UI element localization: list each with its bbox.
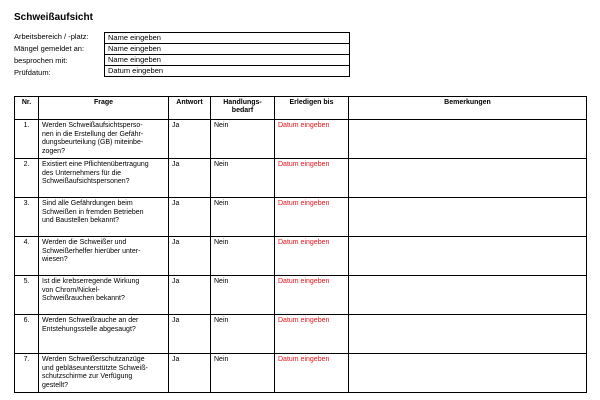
row-due-date[interactable]: Datum eingeben xyxy=(275,237,349,276)
row-question: Werden Schweißaufsichtsperso- nen in die Erstellung der Gefähr- dungsbeurteilung (GB) miteinbe- zogen? xyxy=(39,120,169,159)
row-due-date[interactable]: Datum eingeben xyxy=(275,159,349,198)
row-nr: 1. xyxy=(15,120,39,159)
meta-fields-table xyxy=(104,32,350,77)
arbeitsbereich-field[interactable]: Name eingeben xyxy=(105,33,350,44)
row-remarks[interactable] xyxy=(349,276,587,315)
row-remarks[interactable] xyxy=(349,237,587,276)
row-nr: 2. xyxy=(15,159,39,198)
header-handlungsbedarf: Handlungs- bedarf xyxy=(211,97,275,120)
meta-label-maengel: Mängel gemeldet an: xyxy=(14,44,85,53)
row-remarks[interactable] xyxy=(349,354,587,393)
row-nr: 5. xyxy=(15,276,39,315)
row-handlungsbedarf[interactable]: Nein xyxy=(211,159,275,198)
row-question: Werden Schweißrauche an der Entstehungsstelle abgesaugt? xyxy=(39,315,169,354)
row-answer[interactable]: Ja xyxy=(169,237,211,276)
row-due-date[interactable]: Datum eingeben xyxy=(275,276,349,315)
row-answer[interactable]: Ja xyxy=(169,276,211,315)
row-question: Existiert eine Pflichtenübertragung des Unternehmers für die Schweißaufsichtspersonen? xyxy=(39,159,169,198)
row-due-date[interactable]: Datum eingeben xyxy=(275,120,349,159)
table-row xyxy=(15,354,587,393)
table-row xyxy=(15,120,587,159)
row-nr: 3. xyxy=(15,198,39,237)
row-nr: 7. xyxy=(15,354,39,393)
pruefdatum-field[interactable]: Datum eingeben xyxy=(105,66,350,77)
row-nr: 6. xyxy=(15,315,39,354)
row-answer[interactable]: Ja xyxy=(169,198,211,237)
table-row xyxy=(15,315,587,354)
header-nr: Nr. xyxy=(15,97,39,120)
maengel-field[interactable]: Name eingeben xyxy=(105,44,350,55)
besprochen-field[interactable]: Name eingeben xyxy=(105,55,350,66)
row-remarks[interactable] xyxy=(349,198,587,237)
row-question: Ist die krebserregende Wirkung von Chrom/Nickel- Schweißrauchen bekannt? xyxy=(39,276,169,315)
row-question: Sind alle Gefährdungen beim Schweißen in fremden Betrieben und Baustellen bekannt? xyxy=(39,198,169,237)
table-row xyxy=(15,159,587,198)
row-handlungsbedarf[interactable]: Nein xyxy=(211,354,275,393)
header-frage: Frage xyxy=(39,97,169,120)
table-row xyxy=(15,237,587,276)
row-due-date[interactable]: Datum eingeben xyxy=(275,198,349,237)
header-antwort: Antwort xyxy=(169,97,211,120)
row-question: Werden Schweißerschutzanzüge und gebläseunterstützte Schweiß- schutzschirme zur Verfügung gestellt? xyxy=(39,354,169,393)
row-remarks[interactable] xyxy=(349,159,587,198)
table-row xyxy=(15,276,587,315)
row-due-date[interactable]: Datum eingeben xyxy=(275,354,349,393)
checklist-table xyxy=(14,96,587,393)
meta-label-arbeitsbereich: Arbeitsbereich / -platz: xyxy=(14,32,89,41)
row-handlungsbedarf[interactable]: Nein xyxy=(211,237,275,276)
header-bemerkungen: Bemerkungen xyxy=(349,97,587,120)
row-answer[interactable]: Ja xyxy=(169,120,211,159)
row-handlungsbedarf[interactable]: Nein xyxy=(211,120,275,159)
meta-label-pruefdatum: Prüfdatum: xyxy=(14,68,51,77)
row-question: Werden die Schweißer und Schweißerhelfer hierüber unter- wiesen? xyxy=(39,237,169,276)
row-handlungsbedarf[interactable]: Nein xyxy=(211,315,275,354)
row-remarks[interactable] xyxy=(349,315,587,354)
row-handlungsbedarf[interactable]: Nein xyxy=(211,276,275,315)
header-erledigen: Erledigen bis xyxy=(275,97,349,120)
row-due-date[interactable]: Datum eingeben xyxy=(275,315,349,354)
row-remarks[interactable] xyxy=(349,120,587,159)
table-header-row xyxy=(15,97,587,120)
row-handlungsbedarf[interactable]: Nein xyxy=(211,198,275,237)
page-title: Schweißaufsicht xyxy=(14,12,93,23)
meta-label-besprochen: besprochen mit: xyxy=(14,56,68,65)
meta-labels xyxy=(14,31,89,79)
row-answer[interactable]: Ja xyxy=(169,159,211,198)
row-answer[interactable]: Ja xyxy=(169,354,211,393)
row-nr: 4. xyxy=(15,237,39,276)
row-answer[interactable]: Ja xyxy=(169,315,211,354)
table-row xyxy=(15,198,587,237)
